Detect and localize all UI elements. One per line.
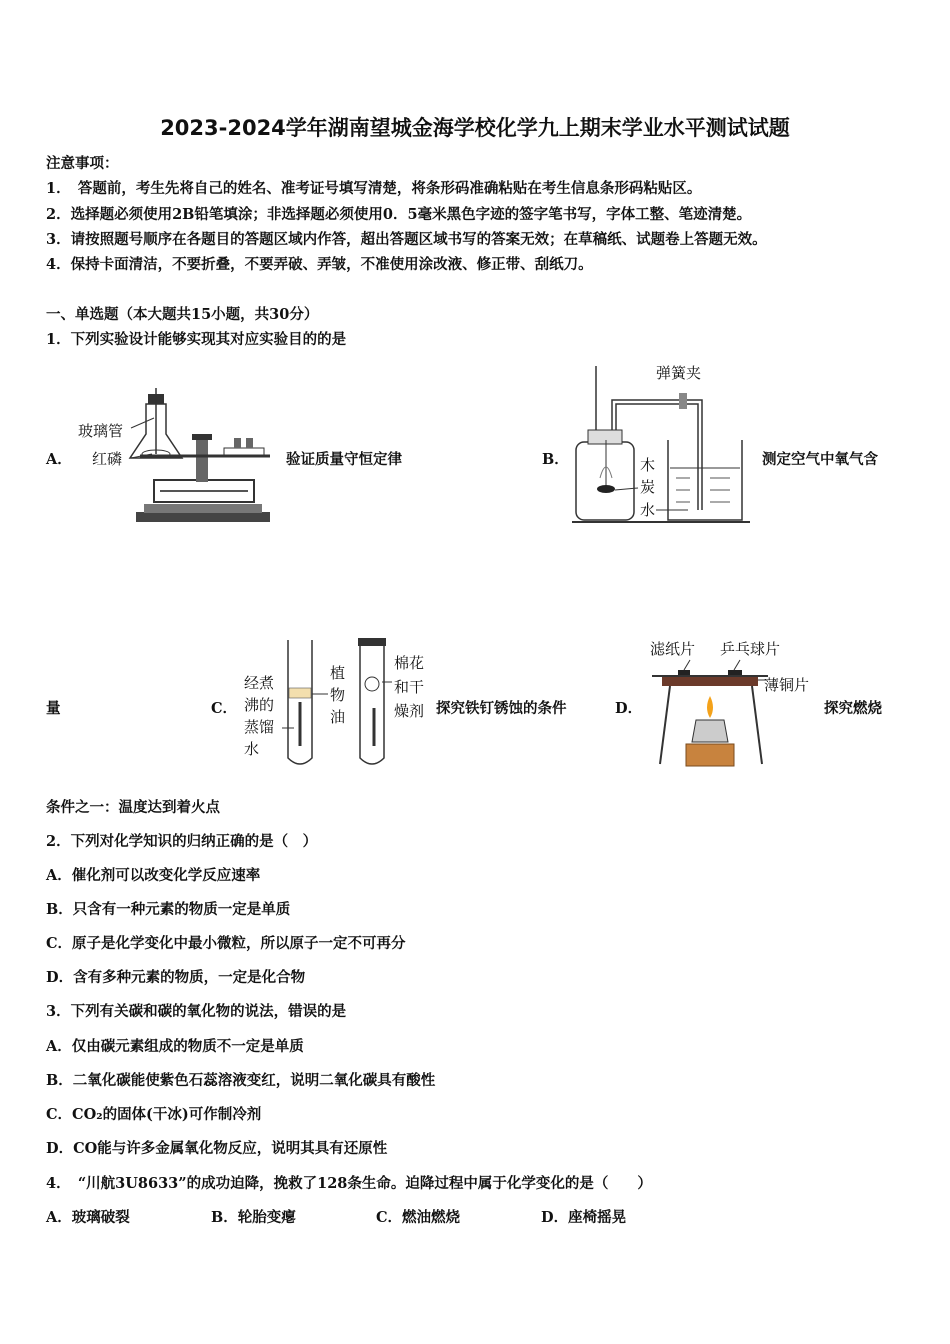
label-veg-oil-1: 植 bbox=[330, 664, 346, 682]
q3-option-d: D．CO能与许多金属氧化物反应，说明其具有还原性 bbox=[46, 1140, 388, 1157]
q1-option-b-text-cont: 量 bbox=[46, 700, 61, 717]
note-item-4: 4．保持卡面清洁，不要折叠，不要弄破、弄皱，不准使用涂改液、修正带、刮纸刀。 bbox=[46, 256, 593, 273]
label-charcoal: 炭 bbox=[640, 478, 656, 496]
label-boiled: 经煮 bbox=[244, 674, 275, 692]
q1-option-c-letter: C． bbox=[211, 700, 238, 717]
q1-option-d-text: 探究燃烧 bbox=[824, 700, 882, 717]
q1-option-d-text-cont: 条件之一：温度达到着火点 bbox=[46, 799, 220, 816]
q4-option-c: C．燃油燃烧 bbox=[376, 1209, 461, 1226]
label-boiling: 沸的 bbox=[244, 696, 275, 714]
note-item-3: 3．请按照题号顺序在各题目的答题区域内作答，超出答题区域书写的答案无效；在草稿纸、试题卷上答题无效。 bbox=[46, 231, 767, 248]
rust-test-tube-figure bbox=[242, 636, 434, 770]
label-distilled-water: 水 bbox=[244, 740, 260, 758]
q3-stem: 3．下列有关碳和碳的氧化物的说法，错误的是 bbox=[46, 1003, 347, 1020]
q1-option-b-letter: B． bbox=[542, 451, 569, 468]
label-veg-oil-2: 物 bbox=[330, 686, 346, 704]
note-item-1: 1． 答题前，考生先将自己的姓名、准考证号填写清楚，将条形码准确粘贴在考生信息条形码粘贴区。 bbox=[46, 180, 702, 197]
oxygen-measurement-figure bbox=[570, 360, 755, 526]
label-spring-clip: 弹簧夹 bbox=[656, 364, 702, 382]
q3-option-b: B．二氧化碳能使紫色石蕊溶液变红，说明二氧化碳具有酸性 bbox=[46, 1072, 436, 1089]
q4-option-d: D．座椅摇晃 bbox=[541, 1209, 627, 1226]
q2-option-b: B．只含有一种元素的物质一定是单质 bbox=[46, 901, 291, 918]
q2-option-c: C．原子是化学变化中最小微粒，所以原子一定不可再分 bbox=[46, 935, 406, 952]
page-title: 2023-2024学年湖南望城金海学校化学九上期末学业水平测试试题 bbox=[160, 116, 790, 140]
q1-option-a-letter: A． bbox=[46, 451, 72, 468]
label-distilled: 蒸馏 bbox=[244, 718, 275, 736]
notes-heading: 注意事项： bbox=[46, 155, 119, 172]
q2-stem: 2．下列对化学知识的归纳正确的是（ ） bbox=[46, 833, 318, 850]
label-cotton: 棉花 bbox=[394, 654, 425, 672]
q2-option-a: A．催化剂可以改变化学反应速率 bbox=[46, 867, 261, 884]
q4-option-b: B．轮胎变瘪 bbox=[211, 1209, 296, 1226]
label-pingpong: 乒乓球片 bbox=[720, 640, 781, 658]
label-glass-tube: 玻璃管 bbox=[78, 422, 124, 440]
q4-option-a: A．玻璃破裂 bbox=[46, 1209, 130, 1226]
q1-option-c-text: 探究铁钉锈蚀的条件 bbox=[436, 700, 567, 717]
label-veg-oil-3: 油 bbox=[330, 708, 346, 726]
label-wood: 木 bbox=[640, 456, 656, 474]
q1-option-d-letter: D． bbox=[615, 700, 643, 717]
q2-option-d: D．含有多种元素的物质，一定是化合物 bbox=[46, 969, 306, 986]
label-desiccant: 燥剂 bbox=[394, 702, 425, 720]
q4-stem: 4． “川航3U8633”的成功迫降，挽救了128条生命。迫降过程中属于化学变化的是（ ） bbox=[46, 1175, 652, 1192]
q3-option-a: A．仅由碳元素组成的物质不一定是单质 bbox=[46, 1038, 304, 1055]
combustion-figure bbox=[648, 636, 820, 770]
q1-option-a-text: 验证质量守恒定律 bbox=[286, 451, 402, 468]
note-item-2: 2．选择题必须使用2B铅笔填涂；非选择题必须使用0．5毫米黑色字迹的签字笔书写，字体工整、笔迹清楚。 bbox=[46, 206, 752, 223]
label-filter-paper: 滤纸片 bbox=[650, 640, 696, 658]
label-water: 水 bbox=[640, 501, 656, 519]
label-and-dry: 和干 bbox=[394, 678, 425, 696]
q1-option-b-text: 测定空气中氧气含 bbox=[762, 451, 878, 468]
q3-option-c: C．CO₂的固体(干冰)可作制冷剂 bbox=[46, 1106, 262, 1123]
label-red-phosphorus: 红磷 bbox=[92, 450, 123, 468]
q1-stem: 1．下列实验设计能够实现其对应实验目的的是 bbox=[46, 331, 347, 348]
section-heading: 一、单选题（本大题共15小题，共30分） bbox=[46, 306, 319, 323]
label-copper: 薄铜片 bbox=[764, 676, 810, 694]
balance-apparatus-figure bbox=[74, 384, 274, 526]
